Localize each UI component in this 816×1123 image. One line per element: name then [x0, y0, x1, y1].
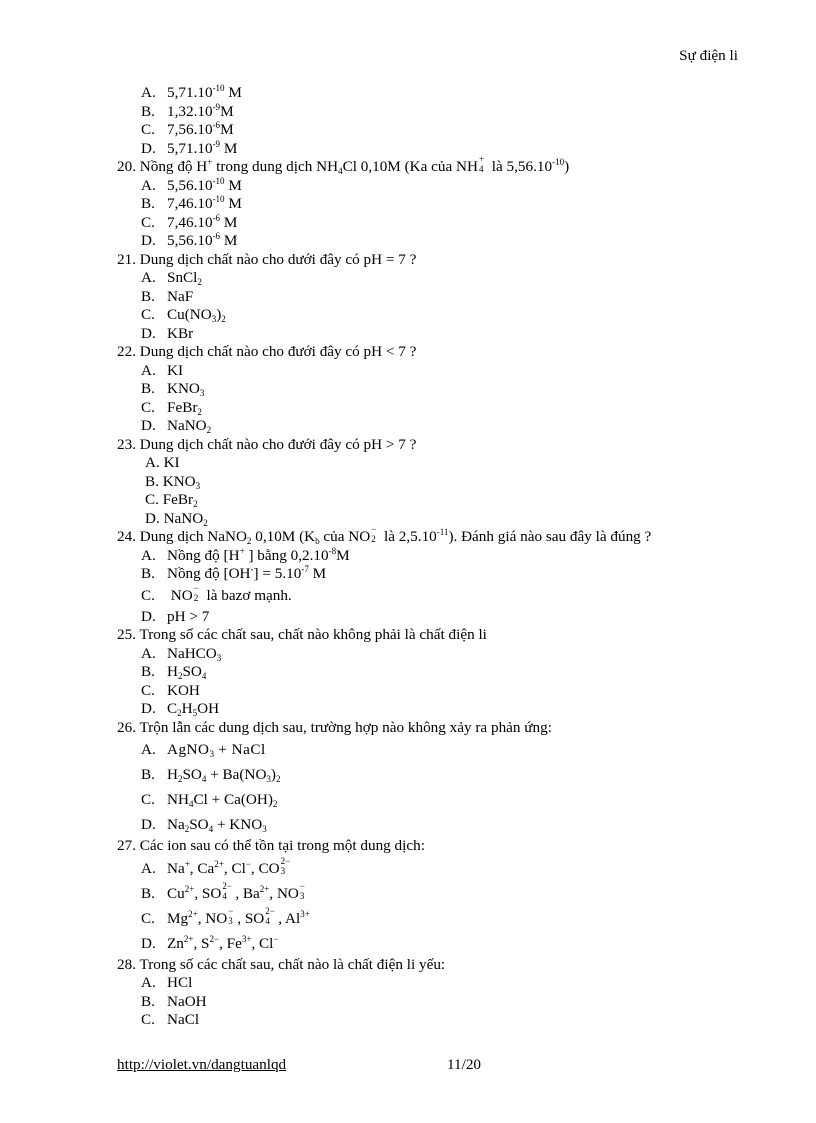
option-c: C. $7,56.10^{-6}M$ — [141, 120, 234, 138]
option-c: C. KOH — [141, 681, 200, 699]
option-b: B. $1,32.10^{-9}M$ — [141, 101, 234, 120]
option-a: A. $5,71.10^{-10}$ M — [141, 83, 242, 101]
page-footer — [117, 1056, 717, 1075]
option-c: C. $7,46.10^{-6}$ M — [141, 212, 238, 231]
option-a: A. NaHCO$_3$ — [141, 644, 222, 663]
option-a: A. $5,56.10^{-10}$ M — [141, 175, 242, 194]
option-b: B. $KNO_3$ — [141, 380, 205, 398]
question-22: 22. Dung dịch chất nào cho đưới đây có pH < 7 ? — [117, 343, 417, 360]
option-c: C. $Cu(NO_3)_2$ — [141, 306, 226, 324]
option-d: D. NaNO$_2$ — [145, 509, 208, 528]
question-23: 23. Dung dịch chất nào cho đưới đây có pH > 7 ? — [117, 435, 417, 453]
question-27: 27. Các ion sau có thể tồn tại trong một dung dịch: — [117, 837, 425, 854]
option-c: C. NaCl — [141, 1011, 200, 1028]
option-b: B. $H_2SO_4 + Ba(NO_3)_2$ — [141, 766, 281, 784]
option-b: B. $H_2SO_4$ — [141, 663, 207, 681]
option-c: C. NO − 2 là bazơ mạnh. — [141, 582, 292, 604]
question-26: 26. Trộn lẫn các dung dịch sau, trường hợp nào không xảy ra phản ứng: — [117, 718, 552, 736]
question-20: 20. Nồng độ H+ trong dung dịch $NH_4Cl$ 0,10M (Ka của NH + 4 là $5,56.10^{-10}$) — [117, 154, 570, 176]
option-a: A. Na+, $Ca^{2+}$, Cl−, CO 2− 3 — [141, 855, 291, 877]
footer-link[interactable]: http://violet.vn/dangtuanlqd — [117, 1056, 287, 1073]
page-header-title: Sự điện li — [679, 47, 738, 64]
page-number: 11/20 — [447, 1056, 482, 1073]
option-a: A. HCl — [141, 974, 193, 991]
left-bracket: ( — [240, 791, 246, 808]
question-28: 28. Trong số các chất sau, chất nào là chất điện li yếu: — [117, 955, 446, 973]
option-b: B. $KNO_3$ — [145, 472, 201, 491]
option-d: D. $Zn^{2+}$, $S^{2-}$, $Fe^{3+}$, Cl− — [141, 933, 279, 952]
option-b: B. $7,46.10^{-10}$ M — [141, 194, 242, 212]
option-d: D. $5,71.10^{-9}$ M — [141, 138, 238, 157]
option-d: D. pH > 7 — [141, 607, 210, 625]
option-a: A. KI — [141, 361, 184, 379]
question-25: 25. Trong số các chất sau, chất nào không phải là chất điện li — [117, 626, 487, 643]
left-bracket: ( — [239, 766, 245, 783]
question-21: 21. Dung dịch chất nào cho dưới đây có pH = 7 ? — [117, 250, 417, 268]
option-d: D. $Na_2SO_4 + KNO_3$ — [141, 816, 267, 834]
option-b: B. $Cu^{2+}$, SO 2− 4 , $Ba^{2+}$, NO − 3 — [141, 880, 305, 902]
option-c: C. FeBr$_2$ — [141, 398, 202, 417]
question-list — [117, 84, 757, 1030]
option-b: B. Nồng độ $[OH^-] = 5.10^{-7}$ M — [141, 564, 327, 582]
option-c: C. FeBr$_2$ — [145, 491, 198, 509]
option-a: A. Nồng độ [H+ ] bằng $0,2.10^{-8}M$ — [141, 545, 350, 564]
option-a: A. SnCl$_2$ — [141, 269, 202, 287]
option-c: C. $NH_4Cl + Ca(OH)_2$ — [141, 791, 278, 809]
option-d: D. NaNO$_2$ — [141, 417, 212, 435]
option-c: C. $Mg^{2+}$, NO − 3 , SO 2− 4 , $Al^{3+}$ — [141, 905, 310, 927]
option-b: B. NaF — [141, 287, 194, 305]
option-d: D. $C_2H_5OH$ — [141, 700, 220, 718]
question-19-options — [117, 84, 757, 158]
option-b: B. NaOH — [141, 992, 207, 1010]
right-bracket: ) — [270, 766, 276, 783]
question-24: 24. Dung dịch NaNO$_2$ 0,10M ($K_b$ của NO − 2 là $2,5.10^{-11}$). Đánh giá nào sau đây là đúng ? — [117, 524, 652, 546]
option-a: A. AgNO$_3$ + NaCl — [141, 741, 266, 759]
option-d: D. $5,56.10^{-6}$ M — [141, 231, 238, 249]
option-d: D. KBr — [141, 324, 194, 342]
right-bracket: ) — [267, 791, 273, 808]
option-a: A. KI — [145, 454, 180, 471]
